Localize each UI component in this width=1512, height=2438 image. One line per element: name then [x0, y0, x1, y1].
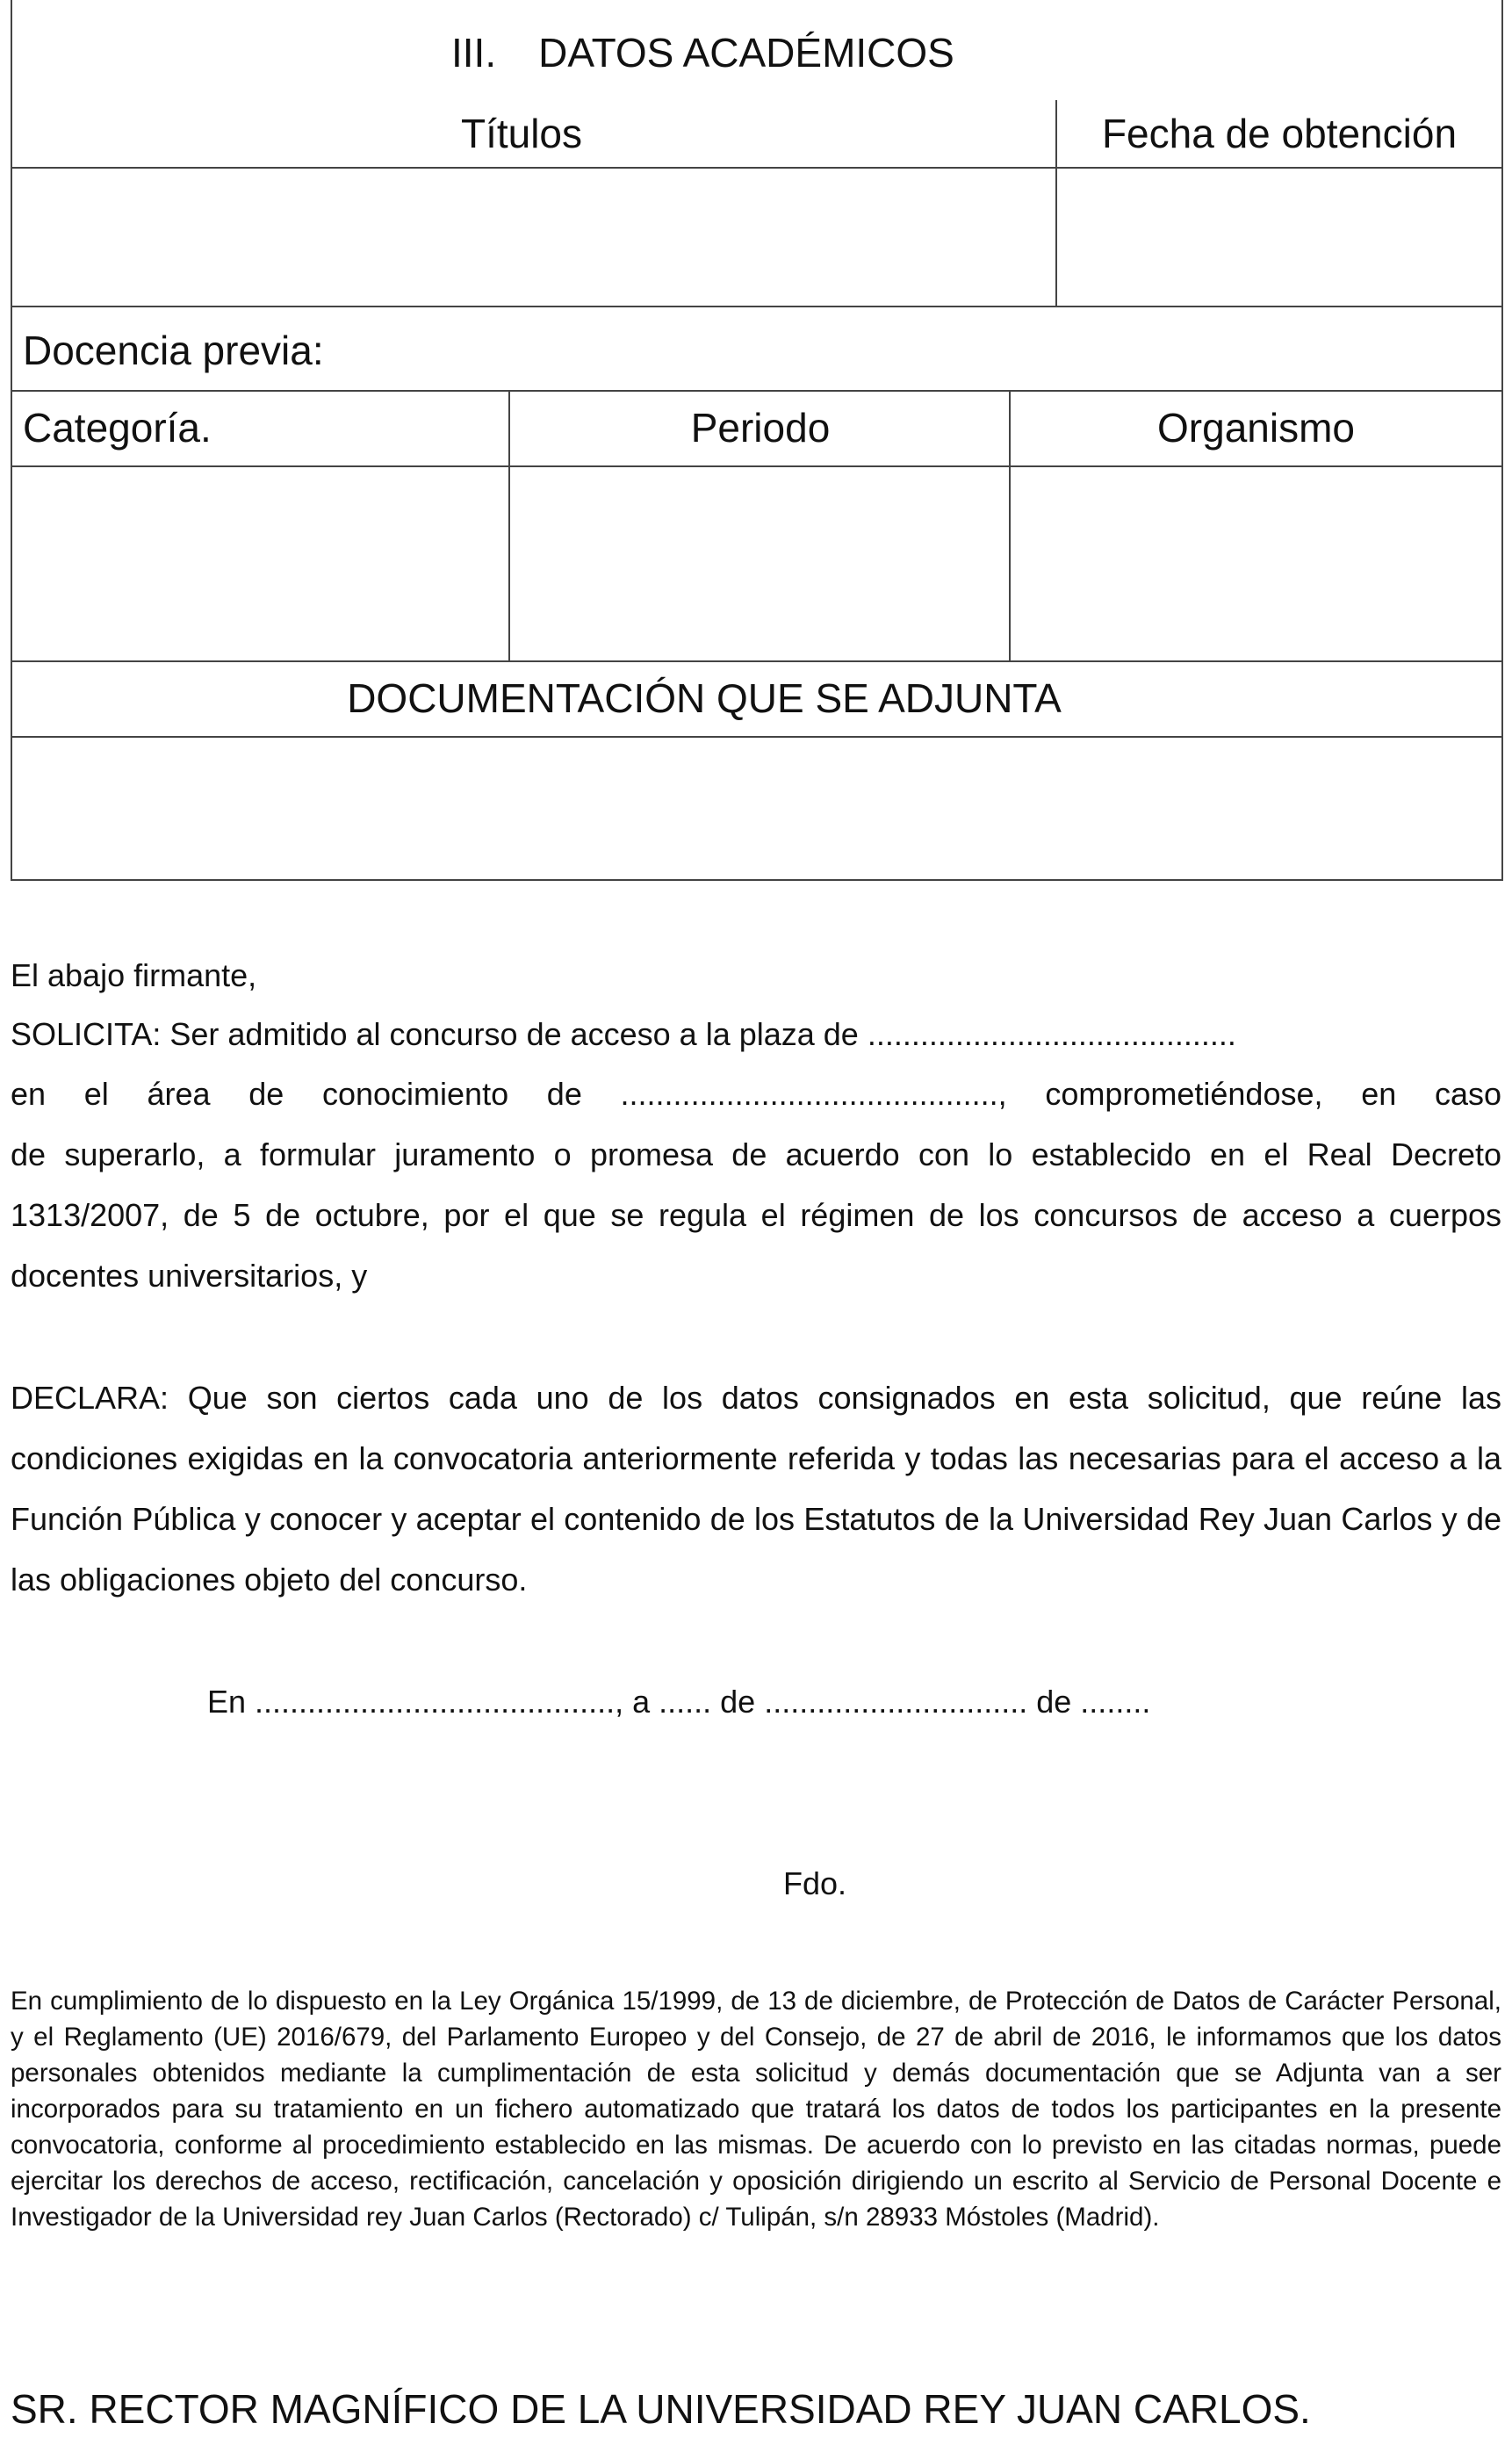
section-heading: DATOS ACADÉMICOS [538, 30, 954, 76]
category-header: Categoría. [23, 405, 212, 451]
titles-entry-row [12, 167, 1501, 306]
documentation-header-row [12, 660, 1501, 736]
documentation-header: DOCUMENTACIÓN QUE SE ADJUNTA [347, 675, 1062, 721]
titles-input-cell[interactable] [12, 167, 1055, 306]
date-obtained-input-cell[interactable] [1057, 167, 1501, 306]
place-date-line: En ........................................., a ...... de .............................. de ........ [207, 1684, 1151, 1720]
prior-teaching-entry-row [12, 465, 1501, 660]
request-paragraph: de superarlo, a formular juramento o promesa de acuerdo con lo establecido en el Real Decreto 1313/2007, de 5 de octubre, por el que se regula el régimen de los concursos de acceso a cuerpos docentes universitarios, y [11, 1136, 1501, 1294]
data-protection-notice: En cumplimiento de lo dispuesto en la Ley Orgánica 15/1999, de 13 de diciembre, de Protección de Datos de Carácter Personal, y el Reglamento (UE) 2016/679, del Parlamento Europeo y del Consejo, de 27 de abril de 2016, le informamos que los datos personales obtenidos mediante la cumplimentación de esta solicitud y demás documentación que se Adjunta van a ser incorporados para su tratamiento en un fichero automatizado que tratará los datos de todos los participantes en la presente convocatoria, conforme al procedimiento establecido en las mismas. De acuerdo con lo previsto en las citadas normas, puede ejercitar los derechos de acceso, rectificación, cancelación y oposición dirigiendo un escrito al Servicio de Personal Docente e Investigador de la Universidad rey Juan Carlos (Rectorado) c/ Tulipán, s/n 28933 Móstoles (Madrid). [11, 1987, 1501, 2232]
signature-label: Fdo. [783, 1865, 847, 1901]
section-title [12, 0, 1501, 100]
period-input-cell[interactable] [510, 465, 1009, 660]
period-header: Periodo [690, 405, 831, 451]
addressee: SR. RECTOR MAGNÍFICO DE LA UNIVERSIDAD REY JUAN CARLOS. [11, 2386, 1311, 2432]
category-input-cell[interactable] [12, 465, 508, 660]
prior-teaching-row [12, 306, 1501, 390]
titles-header: Títulos [460, 111, 583, 156]
academic-data-form [11, 0, 1503, 881]
documentation-entry-row [12, 736, 1501, 879]
titles-header-row [12, 100, 1501, 167]
prior-teaching-header-row [12, 390, 1501, 465]
organization-header: Organismo [1157, 405, 1355, 451]
section-number: III. [451, 30, 497, 76]
declaration-paragraph: DECLARA: Que son ciertos cada uno de los datos consignados en esta solicitud, que reúne las condiciones exigidas en la convocatoria anteriormente referida y todas las necesarias para el acceso a la Función Pública y conocer y aceptar el contenido de los Estatutos de la Universidad Rey Juan Carlos y de las obligaciones objeto del concurso. [11, 1380, 1501, 1598]
signer-intro: El abajo firmante, [11, 957, 257, 993]
documentation-input-cell[interactable] [12, 736, 1501, 879]
area-line: en el área de conocimiento de ..........................................., comprometiéndose, en caso [11, 1076, 1501, 1112]
date-obtained-header: Fecha de obtención [1101, 111, 1458, 156]
section-title-row [12, 0, 1501, 100]
solicita-line: SOLICITA: Ser admitido al concurso de acceso a la plaza de .......................................... [11, 1016, 1236, 1052]
prior-teaching-label: Docencia previa: [23, 328, 324, 373]
organization-input-cell[interactable] [1011, 465, 1501, 660]
